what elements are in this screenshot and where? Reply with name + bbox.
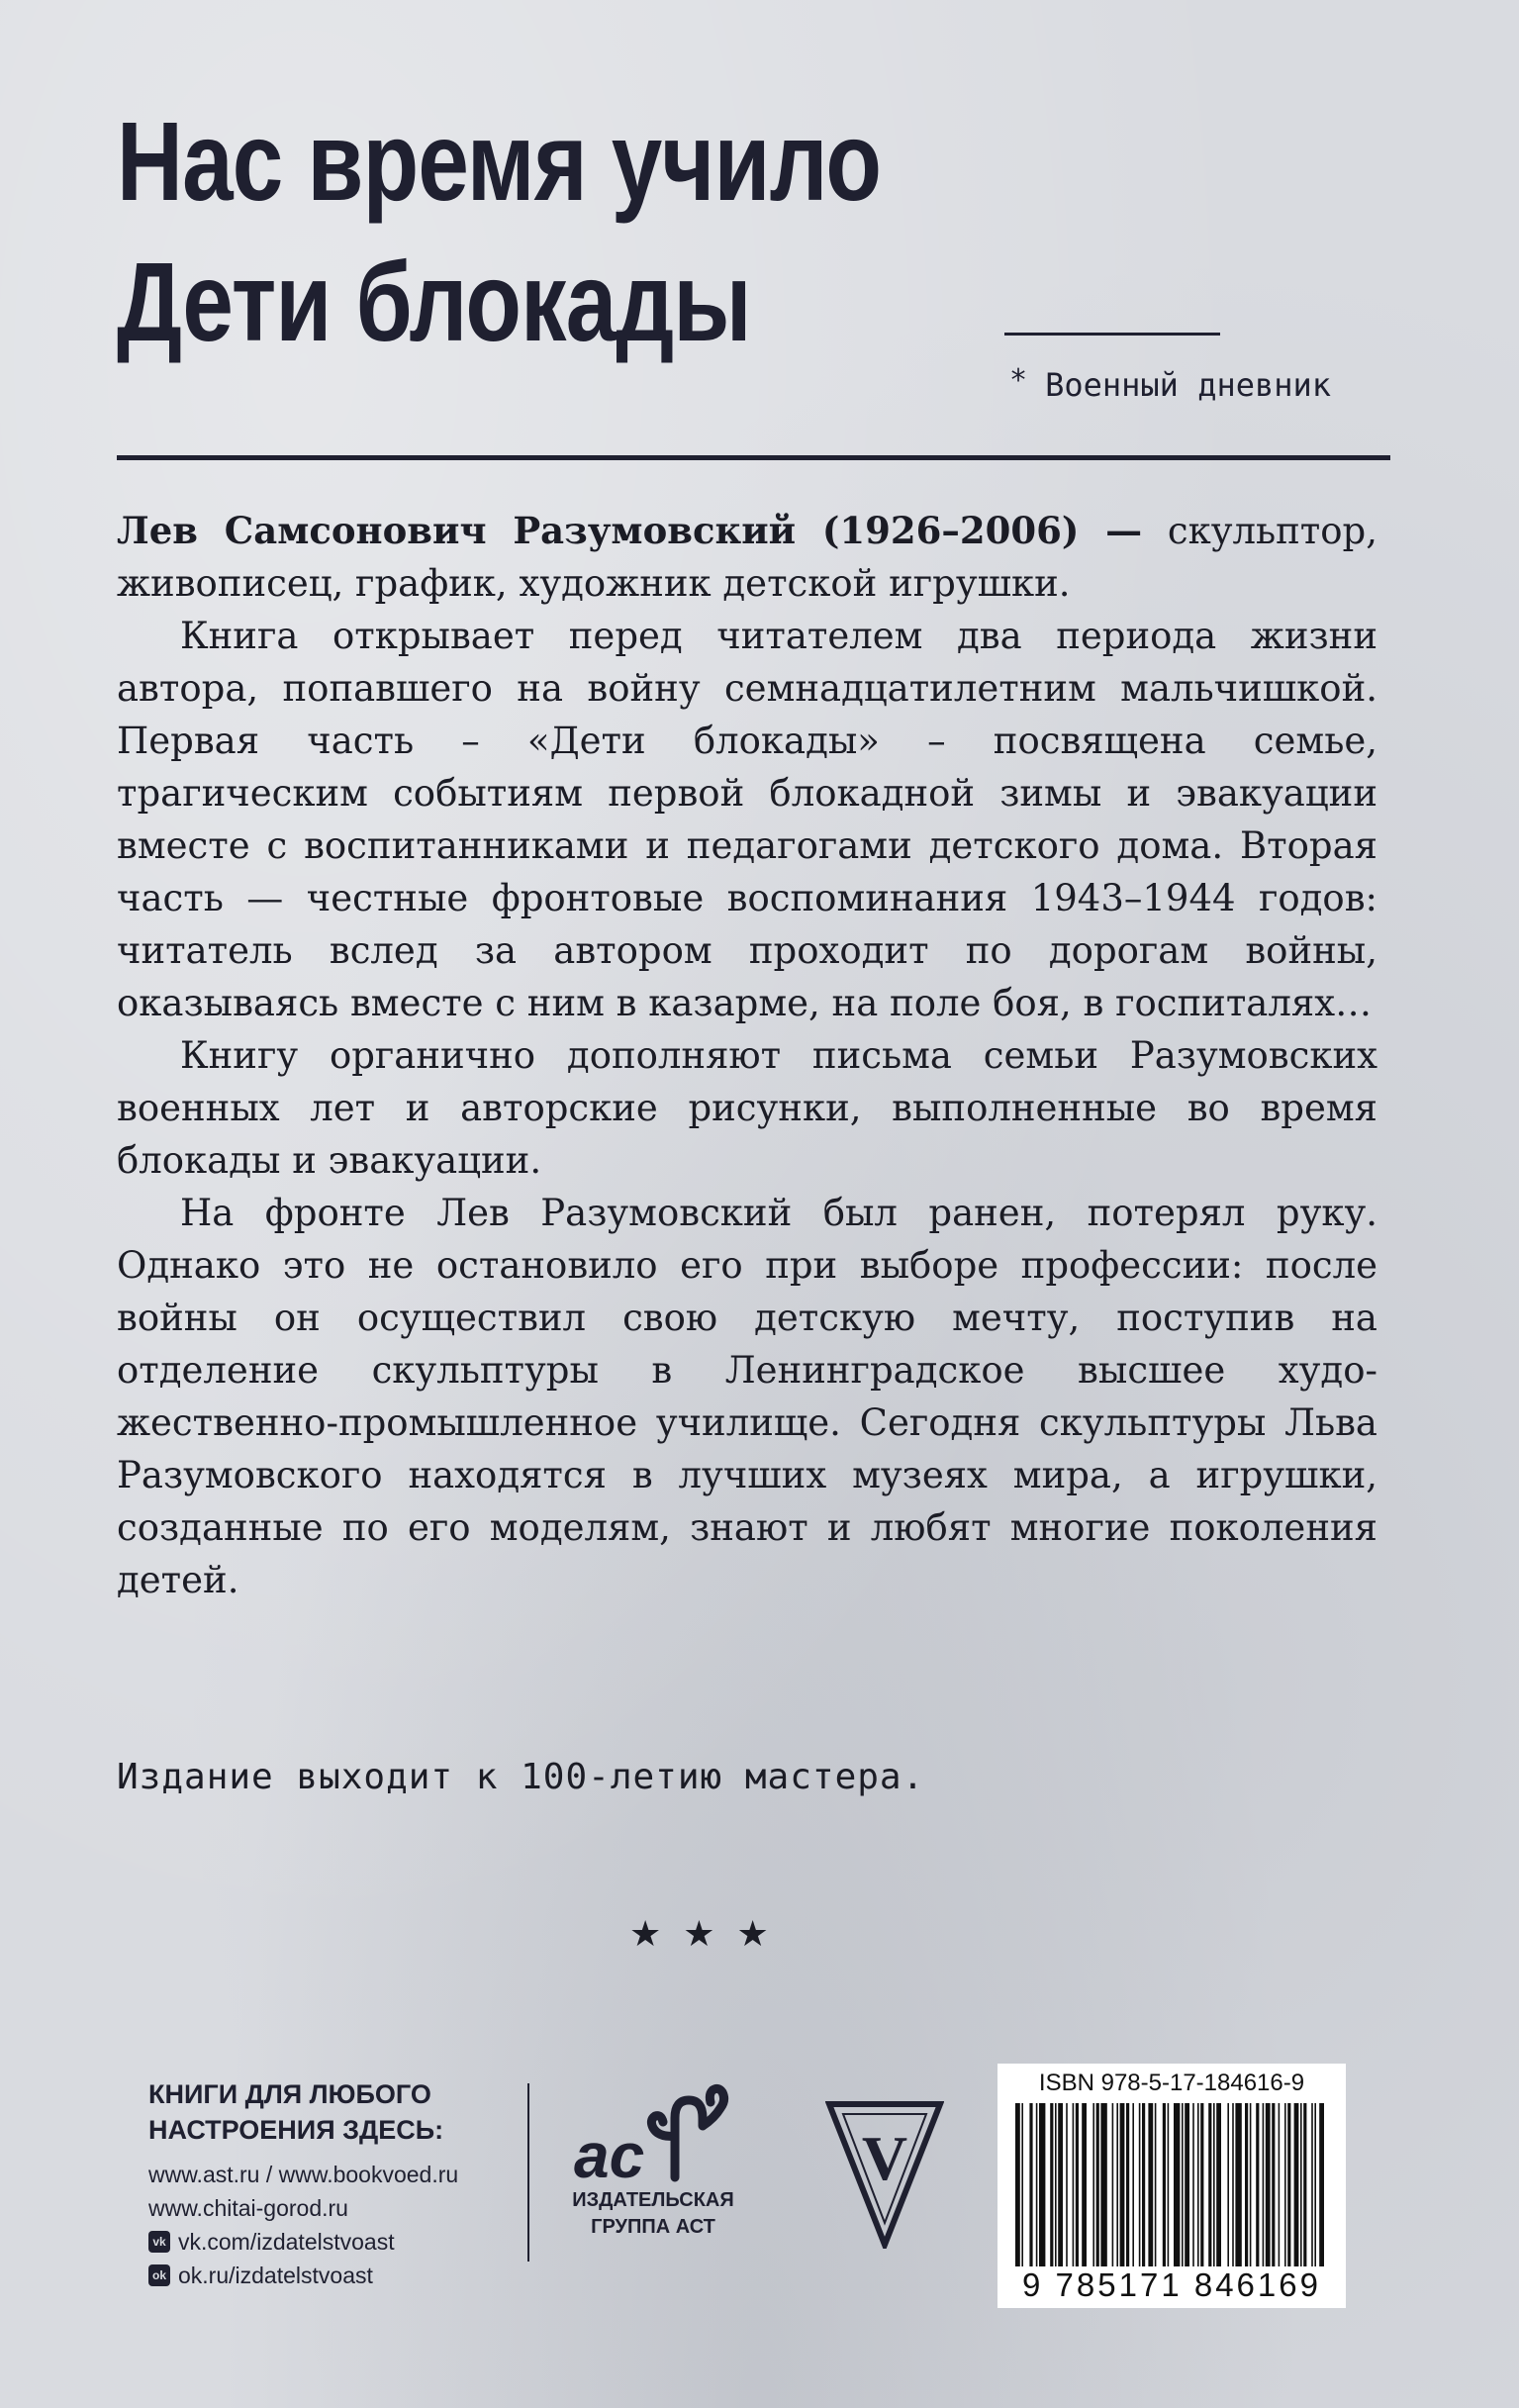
paragraph: На фронте Лев Разумовский был ранен, потерял руку. Однако это не остановило его при выборе профессии: после войны он осуществил свою детскую мечту, поступив на отделение скульптуры в Ленинградское высшее художественно-промышленное училище. Сегодня скульптуры Льва Разумовского находятся в лучших музеях мира, а игрушки, созданные по его моделям, знают и любят многие поколения детей. — [117, 1192, 1377, 1601]
barcode-bar — [1126, 2103, 1129, 2266]
barcode-bar — [1200, 2103, 1203, 2266]
footer-divider — [527, 2083, 529, 2262]
barcode-bar — [1250, 2103, 1252, 2266]
isbn-number: ISBN 978-5-17-184616-9 — [1038, 2070, 1305, 2096]
barcode-bar — [1287, 2103, 1290, 2266]
barcode-bar — [1311, 2103, 1313, 2266]
barcode-bar — [1294, 2103, 1299, 2266]
store-link[interactable]: www.chitai-gorod.ru — [148, 2195, 348, 2221]
barcode-bar — [1055, 2103, 1057, 2266]
svg-text:ac: ac — [574, 2120, 645, 2187]
edition-note: Издание выходит к 100-летию мастера. — [117, 1757, 925, 1797]
barcode-bar — [1082, 2103, 1087, 2266]
publisher-caption — [566, 2187, 740, 2241]
barcode-bar — [1029, 2103, 1032, 2266]
barcode-bar — [1132, 2103, 1134, 2266]
barcode-bar — [1112, 2103, 1114, 2266]
barcode-bar — [1096, 2103, 1099, 2266]
promo-title — [148, 2076, 524, 2148]
barcode-bar — [1185, 2103, 1189, 2266]
author-paragraph — [117, 505, 1377, 610]
barcode-bar — [1036, 2103, 1038, 2266]
vk-link[interactable] — [148, 2225, 524, 2259]
asterisk-icon: * — [1009, 363, 1028, 398]
book-title-line: Дети блокады — [117, 240, 751, 364]
paragraph: Книга открывает перед читателем два периода жизни автора, попавшего на войну семнадцатилетним мальчишкой. Первая часть – «Дети блокады» – посвящена семье, трагическим событиям первой блокадной зимы и эвакуации вместе с воспитанниками и педагогами детского дома. Вторая часть — честные фронтовые воспоминания 1943–1944 годов: читатель вслед за автором проходит по дорогам войны, оказываясь вместе с ним в казарме, на поле боя, в госпиталях… — [117, 615, 1377, 1024]
publisher-caption-line: ГРУППА АСТ — [591, 2216, 715, 2238]
store-links[interactable]: www.ast.ru / www.bookvoed.ru — [148, 2162, 459, 2187]
annotation-text — [117, 505, 1377, 1606]
barcode-bar — [1155, 2103, 1157, 2266]
author-description: скульптор, живописец, график, художник детской игрушки. — [117, 510, 1377, 605]
barcode-bar — [1076, 2103, 1079, 2266]
barcode-bar — [1148, 2103, 1153, 2266]
ast-publisher-logo — [566, 2078, 740, 2241]
imprint-v-logo — [825, 2100, 944, 2253]
barcode-bar — [1066, 2103, 1068, 2266]
barcode-bar — [1256, 2103, 1259, 2266]
barcode-bar — [1100, 2103, 1106, 2266]
barcode-bar — [1142, 2103, 1145, 2266]
barcode-bar — [1235, 2103, 1241, 2266]
barcode-bar — [1139, 2103, 1141, 2266]
barcode-bar — [1116, 2103, 1118, 2266]
series-name: Военный дневник — [1045, 366, 1332, 404]
isbn-barcode — [997, 2064, 1346, 2308]
barcode-bar — [1245, 2103, 1248, 2266]
barcode-bar — [1213, 2103, 1215, 2266]
barcode-bar — [1208, 2103, 1211, 2266]
barcode-bar — [1303, 2103, 1306, 2266]
barcode-bar — [1092, 2103, 1094, 2266]
barcode-bar — [1021, 2103, 1023, 2266]
promo-title-line: НАСТРОЕНИЯ ЗДЕСЬ: — [148, 2115, 444, 2145]
barcode-bar — [1050, 2103, 1053, 2266]
vk-icon: vk — [148, 2231, 170, 2253]
ok-link-text: ok.ru/izdatelstvoast — [178, 2263, 373, 2288]
series-rule — [1004, 333, 1220, 336]
svg-text:V: V — [861, 2123, 908, 2193]
vk-link-text: vk.com/izdatelstvoast — [178, 2229, 395, 2255]
barcode-bar — [1120, 2103, 1125, 2266]
promo-block — [148, 2076, 524, 2292]
barcode-bar — [1058, 2103, 1063, 2266]
ast-logo-icon — [574, 2078, 732, 2187]
barcode-bar — [1232, 2103, 1234, 2266]
series-label — [1009, 363, 1385, 404]
star-separator: ★★★ — [629, 1914, 791, 1955]
barcode-bar — [1263, 2103, 1265, 2266]
publisher-caption-line: ИЗДАТЕЛЬСКАЯ — [572, 2189, 734, 2211]
ok-icon: ok — [148, 2264, 170, 2286]
barcode-bar — [1163, 2103, 1166, 2266]
barcode-bar — [1227, 2103, 1229, 2266]
paragraph: Книгу органично дополняют письма семьи Разумовских военных лет и авторские рисунки, выполненные во время блокады и эвакуации. — [117, 1034, 1377, 1182]
barcode-bar — [1300, 2103, 1302, 2266]
header-divider — [117, 455, 1390, 460]
barcode-bar — [1284, 2103, 1286, 2266]
barcode-bar — [1216, 2103, 1221, 2266]
barcode-bar — [1182, 2103, 1184, 2266]
barcode-bar — [1197, 2103, 1199, 2266]
barcode-bar — [1192, 2103, 1194, 2266]
book-title — [117, 91, 881, 372]
barcode-bar — [1174, 2103, 1180, 2266]
barcode-bar — [1015, 2103, 1020, 2266]
barcode-bar — [1279, 2103, 1281, 2266]
barcode-bars — [1013, 2103, 1330, 2266]
barcode-bar — [1319, 2103, 1324, 2266]
author-name: Лев Самсонович Разумовский (1926–2006) — — [117, 509, 1143, 552]
book-title-line: Нас время учило — [117, 99, 882, 224]
barcode-digits: 9 785171 846169 — [1022, 2266, 1321, 2303]
barcode-bar — [1039, 2103, 1045, 2266]
v-logo-icon — [825, 2100, 944, 2249]
barcode-bar — [1272, 2103, 1275, 2266]
promo-title-line: КНИГИ ДЛЯ ЛЮБОГО — [148, 2079, 431, 2109]
barcode-bar — [1073, 2103, 1075, 2266]
barcode-bar — [1314, 2103, 1316, 2266]
barcode-bar — [1266, 2103, 1271, 2266]
barcode-bar — [1168, 2103, 1170, 2266]
ok-link[interactable] — [148, 2259, 524, 2292]
